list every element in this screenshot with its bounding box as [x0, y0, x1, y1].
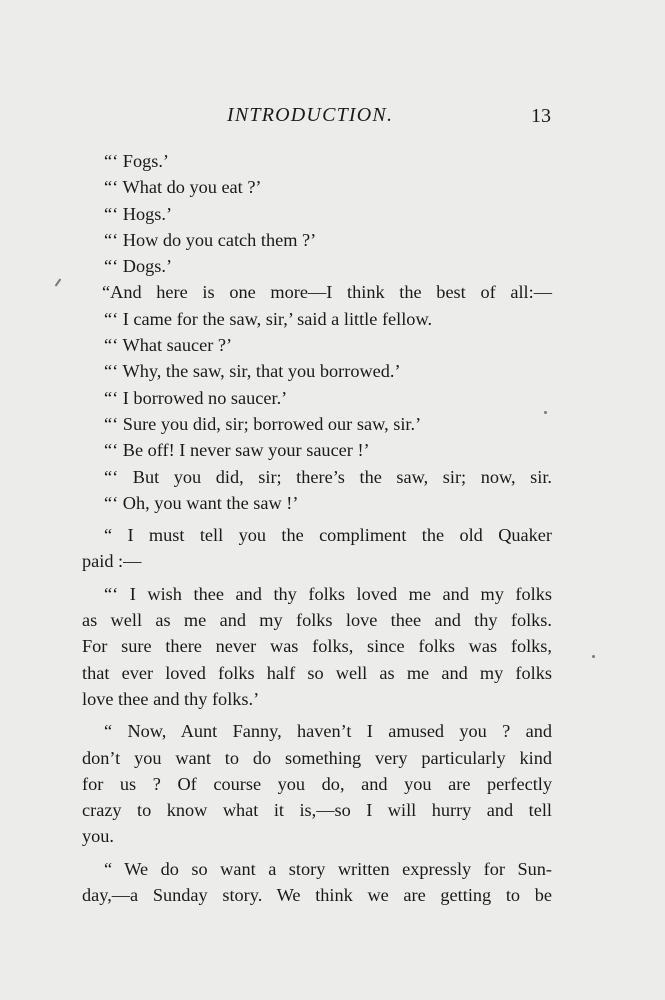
text-line: love thee and thy folks.’	[82, 688, 260, 709]
text-line: “‘ Be off! I never saw your saucer !’	[104, 440, 370, 461]
paper-speck	[544, 411, 547, 414]
paper-speck	[55, 278, 62, 287]
text-line: you.	[82, 826, 114, 847]
text-line: For sure there never was folks, since folks was folks,	[82, 636, 552, 657]
text-line: don’t you want to do something very particularly kind	[82, 747, 552, 768]
text-line: “‘ I came for the saw, sir,’ said a little fellow.	[104, 308, 433, 329]
paper-speck	[592, 655, 595, 658]
text-line: “‘ How do you catch them ?’	[104, 229, 317, 250]
text-line: “‘ Why, the saw, sir, that you borrowed.’	[104, 361, 401, 382]
text-line: “‘ I borrowed no saucer.’	[104, 387, 288, 408]
text-line: “‘ Fogs.’	[104, 151, 169, 171]
text-line: “‘ Sure you did, sir; borrowed our saw, sir.’	[104, 413, 422, 434]
text-line: day,—a Sunday story. We think we are getting to be	[82, 885, 552, 906]
body-text	[82, 148, 552, 908]
page-number: 13	[531, 105, 551, 127]
text-line: “‘ Dogs.’	[104, 256, 173, 277]
text-line: crazy to know what it is,—so I will hurry and tell	[82, 800, 552, 821]
text-line: paid :—	[82, 551, 142, 572]
text-line: “‘ But you did, sir; there’s the saw, sir; now, sir.	[104, 466, 552, 487]
text-line: as well as me and my folks love thee and thy folks.	[82, 610, 552, 631]
running-title: INTRODUCTION.	[227, 104, 394, 126]
text-line: “‘ What saucer ?’	[104, 335, 233, 356]
text-line: “ We do so want a story written expressly for Sun-	[104, 858, 552, 879]
text-line: “‘ I wish thee and thy folks loved me and my folks	[104, 583, 552, 604]
text-line: for us ? Of course you do, and you are perfectly	[82, 773, 552, 794]
text-line: that ever loved folks half so well as me and my folks	[82, 662, 552, 683]
text-line: “And here is one more—I think the best of all:—	[102, 282, 552, 303]
text-line: “ I must tell you the compliment the old Quaker	[104, 525, 552, 546]
text-line: “‘ Oh, you want the saw !’	[104, 492, 299, 513]
page-header	[0, 104, 665, 138]
text-line: “ Now, Aunt Fanny, haven’t I amused you ? and	[104, 721, 552, 742]
text-line: “‘ Hogs.’	[104, 203, 173, 224]
text-line: “‘ What do you eat ?’	[104, 177, 262, 198]
